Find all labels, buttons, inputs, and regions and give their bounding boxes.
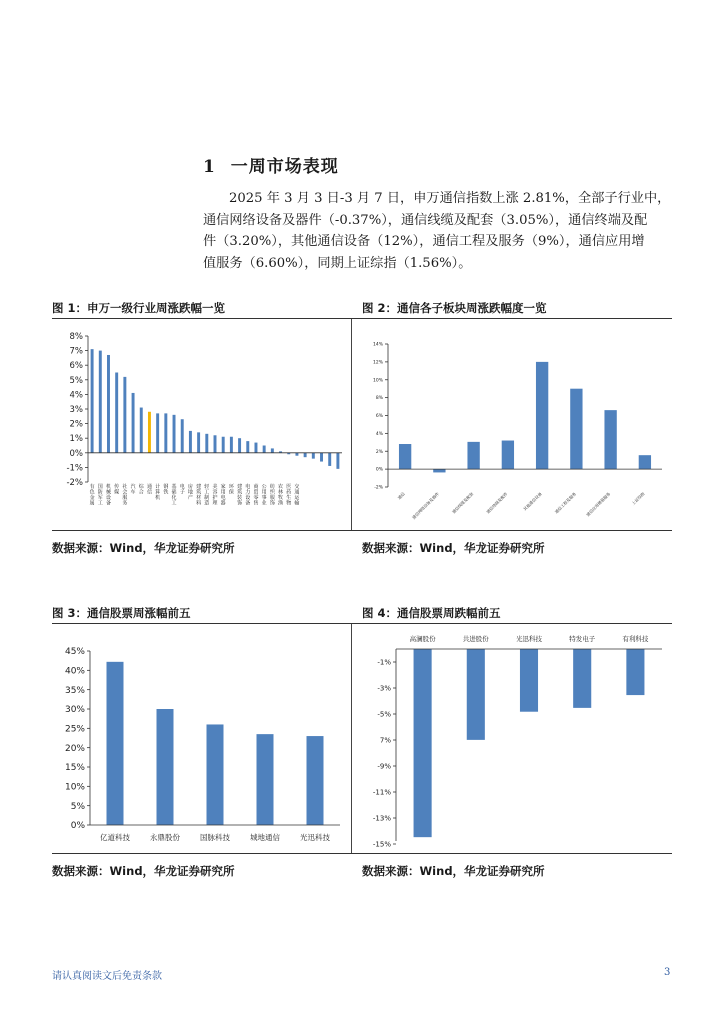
section-number: 1 <box>203 157 216 177</box>
x-tick-label: 通信工程及服务 <box>553 491 578 515</box>
bar <box>173 415 176 453</box>
page-number: 3 <box>664 967 671 978</box>
paragraph-line: 值服务（6.60%），同期上证综指（1.56%）。 <box>203 255 472 271</box>
bar <box>99 351 102 453</box>
x-tick-label: 交通运输 <box>294 484 300 507</box>
y-tick-label: 12% <box>372 360 383 366</box>
y-tick-label: 1% <box>69 434 83 445</box>
y-tick-label: 7% <box>69 346 83 357</box>
paragraph-line: 2025 年 3 月 3 日-3 月 7 日，申万通信指数上涨 2.81%，全部子行业中， <box>229 191 671 206</box>
figure-top-rule <box>52 318 672 319</box>
figure4-title: 图 4：通信股票周跌幅前五 <box>362 606 501 620</box>
x-tick-label: 基础化工 <box>171 484 177 507</box>
y-tick-label: 40% <box>64 666 85 677</box>
figure4-source: 数据来源：Wind，华龙证券研究所 <box>362 864 545 878</box>
figure1-title: 图 1：申万一级行业周涨跌幅一览 <box>52 301 226 315</box>
bar <box>115 373 118 453</box>
x-tick-label: 综合 <box>138 484 144 496</box>
x-tick-label: 汽车 <box>130 484 136 496</box>
bar <box>639 455 651 469</box>
x-tick-label: 通信线缆及配套 <box>450 491 475 515</box>
x-tick-label: 高澜股份 <box>409 635 436 643</box>
y-tick-label: 5% <box>69 375 83 386</box>
y-tick-label: 8% <box>375 396 383 402</box>
y-tick-label: 3% <box>69 404 83 415</box>
top-losers-chart <box>352 625 672 851</box>
bar <box>257 734 274 825</box>
x-tick-label: 公用事业 <box>261 484 267 507</box>
bar <box>573 649 591 708</box>
bar <box>536 362 548 469</box>
bar <box>414 649 432 837</box>
x-tick-label: 光迅科技 <box>516 635 542 643</box>
section-title <box>203 152 339 177</box>
y-tick-label: -1% <box>66 463 83 474</box>
x-tick-label: 机械设备 <box>105 484 111 507</box>
y-tick-label: 5% <box>70 801 85 812</box>
x-tick-label: 电力设备 <box>245 484 251 507</box>
x-tick-label: 建筑装饰 <box>237 484 243 507</box>
figure3-title: 图 3：通信股票周涨幅前五 <box>52 606 191 620</box>
bar <box>626 649 644 695</box>
x-tick-label: 传媒 <box>114 484 120 496</box>
x-tick-label: 社会服务 <box>122 484 128 507</box>
y-tick-label: -9% <box>377 762 391 771</box>
bar <box>570 389 582 469</box>
y-tick-label: -3% <box>377 684 391 693</box>
x-tick-label: 有利科技 <box>622 635 649 643</box>
bar <box>328 453 331 466</box>
bar <box>271 448 274 452</box>
bar <box>140 408 143 453</box>
bar <box>304 453 307 457</box>
x-tick-label: 纺织服饰 <box>269 484 275 507</box>
y-tick-label: 45% <box>64 647 85 658</box>
y-tick-label: 6% <box>69 361 83 372</box>
y-tick-label: 4% <box>375 431 383 437</box>
bar <box>467 649 485 740</box>
figure1-source: 数据来源：Wind，华龙证券研究所 <box>52 541 235 555</box>
bar <box>399 444 411 469</box>
x-tick-label: 光迅科技 <box>300 833 330 842</box>
bar <box>207 724 224 825</box>
industry-weekly-change-chart <box>52 320 350 528</box>
x-tick-label: 计算机 <box>155 484 161 501</box>
x-tick-label: 国防军工 <box>97 484 103 507</box>
y-tick-label: 10% <box>372 378 383 384</box>
x-tick-label: 医药生物 <box>286 484 292 507</box>
y-tick-label: -2% <box>66 477 83 488</box>
y-tick-label: 14% <box>372 342 383 348</box>
y-tick-label: -13% <box>372 814 391 823</box>
bar <box>222 437 225 453</box>
y-tick-label: 15% <box>64 763 85 774</box>
x-tick-label: 共进股份 <box>462 635 489 643</box>
bar <box>336 453 339 469</box>
bar <box>91 349 94 453</box>
bar <box>230 437 233 453</box>
figure2-title: 图 2：通信各子板块周涨跌幅度一览 <box>362 301 547 315</box>
bar <box>132 393 135 453</box>
bar <box>148 412 151 453</box>
y-tick-label: 0% <box>375 467 383 473</box>
bar <box>320 453 323 462</box>
bar <box>197 432 200 452</box>
y-tick-label: 0% <box>69 448 83 459</box>
x-tick-label: 通信 <box>146 484 152 496</box>
y-tick-label: -2% <box>374 485 383 491</box>
figure2-source: 数据来源：Wind，华龙证券研究所 <box>362 541 545 555</box>
y-tick-label: 7% <box>379 736 391 745</box>
y-tick-label: 30% <box>64 705 85 716</box>
y-tick-label: 25% <box>64 724 85 735</box>
telecom-subsector-change-chart <box>352 320 672 528</box>
bar <box>502 441 514 470</box>
y-tick-label: 4% <box>69 390 83 401</box>
y-tick-label: 2% <box>375 449 383 455</box>
x-tick-label: 家用电器 <box>220 484 226 507</box>
y-tick-label: 6% <box>375 414 383 420</box>
bar <box>246 441 249 453</box>
x-tick-label: 环保 <box>228 484 234 496</box>
bar <box>520 649 538 712</box>
bar <box>205 434 208 453</box>
y-tick-label: -1% <box>377 658 391 667</box>
bar <box>295 453 298 456</box>
bar <box>189 431 192 453</box>
x-tick-label: 房地产 <box>187 484 193 501</box>
bar <box>123 377 126 453</box>
paragraph-line: 通信网络设备及器件（-0.37%），通信线缆及配套（3.05%），通信终端及配 <box>203 212 648 228</box>
x-tick-label: 轻工制造 <box>204 484 210 507</box>
x-tick-label: 亿道科技 <box>100 833 130 842</box>
x-tick-label: 农林牧渔 <box>278 484 284 507</box>
x-tick-label: 商贸零售 <box>253 484 259 507</box>
x-tick-label: 有色金属 <box>89 484 95 507</box>
x-tick-label: 上证综指 <box>630 491 646 507</box>
paragraph-line: 件（3.20%），其他通信设备（12%），通信工程及服务（9%），通信应用增 <box>203 234 645 249</box>
bar <box>604 410 616 469</box>
y-tick-label: 8% <box>69 331 83 342</box>
x-tick-label: 通信应用增值服务 <box>585 491 612 518</box>
y-tick-label: 2% <box>69 419 83 430</box>
bar <box>164 413 167 452</box>
bar <box>156 413 159 452</box>
bar <box>254 443 257 453</box>
bar <box>312 453 315 459</box>
y-tick-label: -11% <box>372 788 391 797</box>
section-heading: 一周市场表现 <box>230 157 339 177</box>
top-gainers-chart <box>52 625 350 851</box>
y-tick-label: 35% <box>64 685 85 696</box>
x-tick-label: 其他通信设备 <box>522 491 543 512</box>
figure-bottom-rule <box>52 853 672 854</box>
footer-disclaimer: 请认真阅读文后免责条款 <box>52 971 162 982</box>
x-tick-label: 通信 <box>396 491 406 501</box>
bar <box>467 442 479 469</box>
x-tick-label: 永鼎股份 <box>150 833 180 842</box>
x-tick-label: 美容护理 <box>212 484 218 507</box>
bar <box>307 736 324 825</box>
y-tick-label: -5% <box>377 710 391 719</box>
x-tick-label: 城地通信 <box>250 833 280 842</box>
bar <box>107 355 110 453</box>
x-tick-label: 通信网络设备及器件 <box>411 491 441 521</box>
x-tick-label: 建筑材料 <box>196 484 202 507</box>
bar <box>433 469 445 472</box>
bar <box>214 435 217 453</box>
bar <box>263 446 266 453</box>
figure-top-rule <box>52 623 672 624</box>
bar <box>238 438 241 453</box>
bar <box>107 662 124 825</box>
y-tick-label: 20% <box>64 743 85 754</box>
x-tick-label: 通信终端及配件 <box>485 491 509 515</box>
summary-paragraph <box>203 188 673 274</box>
bar <box>157 709 174 825</box>
figure3-source: 数据来源：Wind，华龙证券研究所 <box>52 864 235 878</box>
x-tick-label: 国脉科技 <box>200 833 230 842</box>
y-tick-label: -15% <box>372 840 391 849</box>
y-tick-label: 10% <box>64 782 85 793</box>
x-tick-label: 电子 <box>179 484 185 496</box>
figure-bottom-rule <box>52 530 672 531</box>
y-tick-label: 0% <box>70 821 85 832</box>
x-tick-label: 钢铁 <box>163 484 169 496</box>
x-tick-label: 特发电子 <box>569 635 596 643</box>
bar <box>181 419 184 453</box>
